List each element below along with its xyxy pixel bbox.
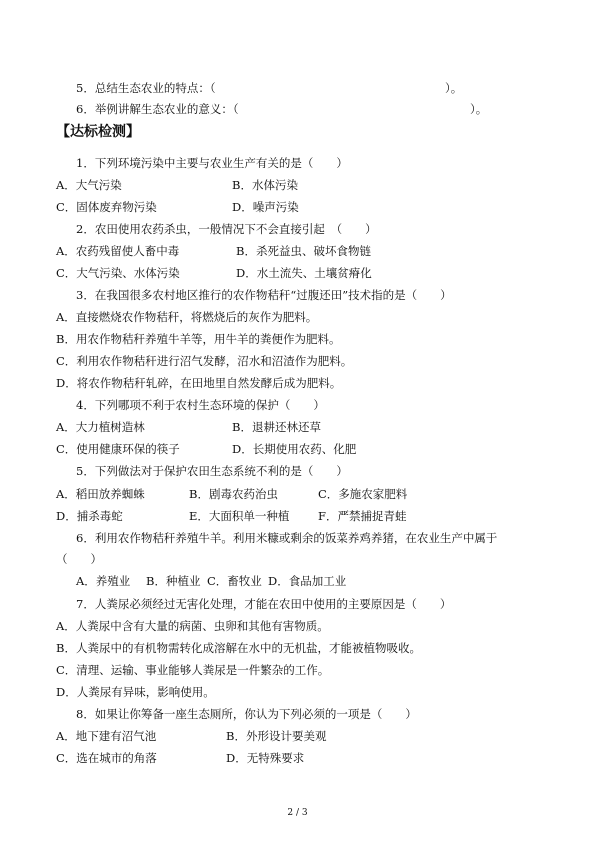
option: A．直接燃烧农作物秸秆，将燃烧后的灰作为肥料。 bbox=[56, 310, 318, 324]
question-stem: 8．如果让你筹备一座生态厕所，你认为下列必须的一项是（ ） bbox=[76, 707, 417, 721]
question-text: 6．举例讲解生态农业的意义：（ bbox=[76, 102, 239, 116]
question-stem: 7．人粪尿必须经过无害化处理，才能在农田中使用的主要原因是（ ） bbox=[76, 597, 452, 611]
question-stem: 4．下列哪项不利于农村生态环境的保护（ ） bbox=[76, 398, 325, 412]
option: B．用农作物秸秆养殖牛羊等，用牛羊的粪便作为肥料。 bbox=[56, 332, 341, 346]
question-stem: 6．利用农作物秸秆养殖牛羊。利用米糠或剩余的饭菜养鸡养猪，在农业生产中属于 bbox=[76, 531, 498, 545]
option: A．大气污染 bbox=[56, 178, 122, 192]
question-stem: 5．下列做法对于保护农田生态系统不利的是（ ） bbox=[76, 464, 348, 478]
section-title: 【达标检测】 bbox=[56, 124, 140, 140]
option: B．剧毒农药治虫 bbox=[189, 487, 278, 501]
option: A．人粪尿中含有大量的病菌、虫卵和其他有害物质。 bbox=[56, 619, 329, 633]
option: C．选在城市的角落 bbox=[56, 751, 157, 765]
option: A．养殖业 bbox=[76, 574, 131, 588]
page-number: 2 / 3 bbox=[287, 808, 308, 818]
option: A．稻田放养蜘蛛 bbox=[56, 487, 145, 501]
option: D．噪声污染 bbox=[232, 200, 299, 214]
option: C．畜牧业 bbox=[207, 574, 262, 588]
question-6-intro-end: ）。 bbox=[470, 102, 488, 116]
option: F．严禁捕捉青蛙 bbox=[318, 509, 407, 523]
option: C．固体废弃物污染 bbox=[56, 200, 157, 214]
option: B．种植业 bbox=[146, 574, 201, 588]
question-stem: 2．农田使用农药杀虫，一般情况下不会直接引起 （ ） bbox=[76, 222, 377, 236]
option: D．食品加工业 bbox=[268, 574, 347, 588]
question-5-intro-end: ）。 bbox=[445, 81, 463, 95]
option: A．地下建有沼气池 bbox=[56, 729, 157, 743]
option: A．农药残留使人畜中毒 bbox=[56, 244, 180, 258]
option: A．大力植树造林 bbox=[56, 420, 145, 434]
option: B．外形设计要美观 bbox=[226, 729, 327, 743]
option: D．将农作物秸秆轧碎，在田地里自然发酵后成为肥料。 bbox=[56, 376, 342, 390]
option: D．人粪尿有异味，影响使用。 bbox=[56, 685, 215, 699]
option: D．无特殊要求 bbox=[226, 751, 305, 765]
option: C．大气污染、水体污染 bbox=[56, 266, 180, 280]
question-stem-continued: （ ） bbox=[56, 552, 102, 566]
option: E．大面积单一种植 bbox=[189, 509, 290, 523]
question-stem: 1．下列环境污染中主要与农业生产有关的是（ ） bbox=[76, 156, 348, 170]
option: C．利用农作物秸秆进行沼气发酵，沼水和沼渣作为肥料。 bbox=[56, 354, 353, 368]
option: D．长期使用农药、化肥 bbox=[232, 442, 357, 456]
option: B．水体污染 bbox=[232, 178, 298, 192]
option: B．杀死益虫、破坏食物链 bbox=[236, 244, 371, 258]
option: C．使用健康环保的筷子 bbox=[56, 442, 180, 456]
option: C．多施农家肥料 bbox=[318, 487, 408, 501]
option: B．退耕还林还草 bbox=[232, 420, 321, 434]
option: D．水土流失、土壤贫瘠化 bbox=[236, 266, 372, 280]
option: B．人粪尿中的有机物需转化成溶解在水中的无机盐，才能被植物吸收。 bbox=[56, 641, 421, 655]
question-stem: 3．在我国很多农村地区推行的农作物秸秆“过腹还田”技术指的是（ ） bbox=[76, 288, 452, 302]
question-text: 5．总结生态农业的特点：（ bbox=[76, 81, 216, 95]
option: D．捕杀毒蛇 bbox=[56, 509, 123, 523]
option: C．清理、运输、事业能够人粪尿是一件繁杂的工作。 bbox=[56, 663, 330, 677]
question-6-intro bbox=[76, 102, 239, 116]
question-5-intro bbox=[76, 81, 216, 95]
